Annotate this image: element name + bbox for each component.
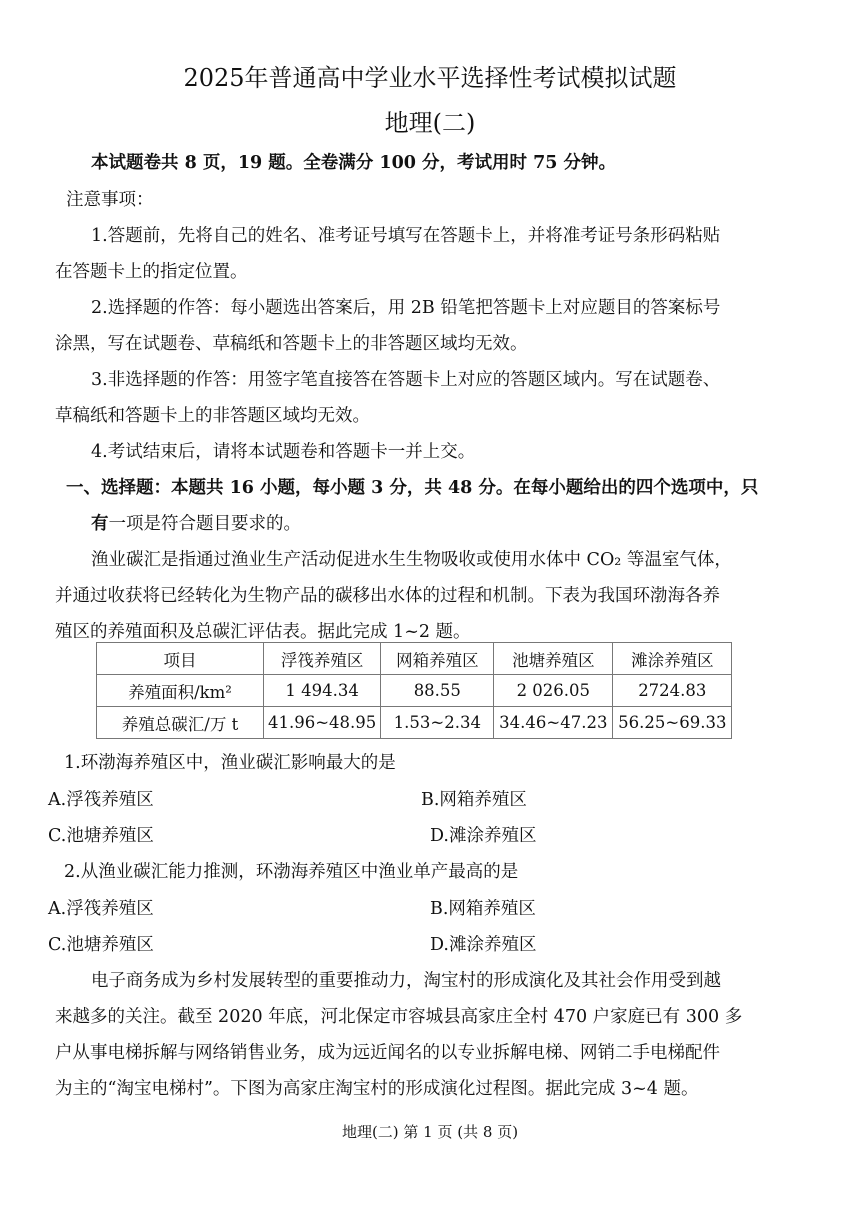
table-header-cell: 浮筏养殖区 xyxy=(264,643,381,675)
note-1-line-2: 在答题卡上的指定位置。 xyxy=(55,262,248,282)
table-cell: 2 026.05 xyxy=(494,675,613,707)
section-1-heading: 一、选择题：本题共 16 小题，每小题 3 分，共 48 分。在每小题给出的四个选项中，只 xyxy=(66,478,759,498)
exam-summary: 本试题卷共 8 页，19 题。全卷满分 100 分，考试用时 75 分钟。 xyxy=(91,153,617,173)
note-2-line-2: 涂黑，写在试题卷、草稿纸和答题卡上的非答题区域均无效。 xyxy=(55,334,528,354)
table-cell: 56.25~69.33 xyxy=(613,707,732,739)
page-subtitle: 地理(二) xyxy=(384,109,476,137)
page-title: 2025年普通高中学业水平选择性考试模拟试题 xyxy=(183,64,677,92)
table-cell: 养殖总碳汇/万 t xyxy=(97,707,264,739)
question-2-stem: 2.从渔业碳汇能力推测，环渤海养殖区中渔业单产最高的是 xyxy=(64,862,519,882)
table-cell: 34.46~47.23 xyxy=(494,707,613,739)
question-1-option-a: A.浮筏养殖区 xyxy=(48,790,154,810)
table-cell: 2724.83 xyxy=(613,675,732,707)
page-footer: 地理(二) 第 1 页 (共 8 页) xyxy=(341,1123,519,1141)
passage-1-line-2: 并通过收获将已经转化为生物产品的碳移出水体的过程和机制。下表为我国环渤海各养 xyxy=(55,586,720,606)
question-2-option-d: D.滩涂养殖区 xyxy=(430,935,537,955)
table-cell: 养殖面积/km² xyxy=(97,675,264,707)
passage-2-line-4: 为主的“淘宝电梯村”。下图为高家庄淘宝村的形成演化过程图。据此完成 3~4 题。 xyxy=(55,1079,699,1099)
table-cell: 88.55 xyxy=(381,675,494,707)
section-1-rest: 一项是符合题目要求的。 xyxy=(108,514,301,534)
carbon-sink-table xyxy=(96,642,732,739)
notes-heading: 注意事项： xyxy=(66,190,154,210)
note-2-line-1: 2.选择题的作答：每小题选出答案后，用 2B 铅笔把答题卡上对应题目的答案标号 xyxy=(91,298,721,318)
passage-2-line-2: 来越多的关注。截至 2020 年底，河北保定市容城县高家庄全村 470 户家庭已有 300 多 xyxy=(55,1007,743,1027)
passage-1-line-3: 殖区的养殖面积及总碳汇评估表。据此完成 1~2 题。 xyxy=(55,622,471,642)
section-1-heading-line-2 xyxy=(91,510,301,535)
section-1-bold-char: 有 xyxy=(91,514,109,534)
question-1-option-b: B.网箱养殖区 xyxy=(421,790,527,810)
table-row xyxy=(97,707,732,739)
table-row xyxy=(97,675,732,707)
question-2-option-a: A.浮筏养殖区 xyxy=(48,899,154,919)
table-header-cell: 网箱养殖区 xyxy=(381,643,494,675)
question-1-option-c: C.池塘养殖区 xyxy=(48,826,154,846)
question-2-option-b: B.网箱养殖区 xyxy=(430,899,536,919)
table-header-cell: 池塘养殖区 xyxy=(494,643,613,675)
question-1-option-d: D.滩涂养殖区 xyxy=(430,826,537,846)
table-header-cell: 滩涂养殖区 xyxy=(613,643,732,675)
table-cell: 1.53~2.34 xyxy=(381,707,494,739)
table-cell: 1 494.34 xyxy=(264,675,381,707)
passage-1-line-1: 渔业碳汇是指通过渔业生产活动促进水生生物吸收或使用水体中 CO₂ 等温室气体， xyxy=(91,550,732,570)
note-1-line-1: 1.答题前，先将自己的姓名、准考证号填写在答题卡上，并将准考证号条形码粘贴 xyxy=(91,226,721,246)
passage-2-line-3: 户从事电梯拆解与网络销售业务，成为远近闻名的以专业拆解电梯、网销二手电梯配件 xyxy=(55,1043,720,1063)
note-3-line-1: 3.非选择题的作答：用签字笔直接答在答题卡上对应的答题区域内。写在试题卷、 xyxy=(91,370,721,390)
table-header-cell: 项目 xyxy=(97,643,264,675)
note-4: 4.考试结束后，请将本试题卷和答题卡一并上交。 xyxy=(91,442,476,462)
table-header-row xyxy=(97,643,732,675)
table-cell: 41.96~48.95 xyxy=(264,707,381,739)
question-1-stem: 1.环渤海养殖区中，渔业碳汇影响最大的是 xyxy=(64,753,396,773)
question-2-option-c: C.池塘养殖区 xyxy=(48,935,154,955)
note-3-line-2: 草稿纸和答题卡上的非答题区域均无效。 xyxy=(55,406,370,426)
passage-2-line-1: 电子商务成为乡村发展转型的重要推动力，淘宝村的形成演化及其社会作用受到越 xyxy=(91,971,721,991)
